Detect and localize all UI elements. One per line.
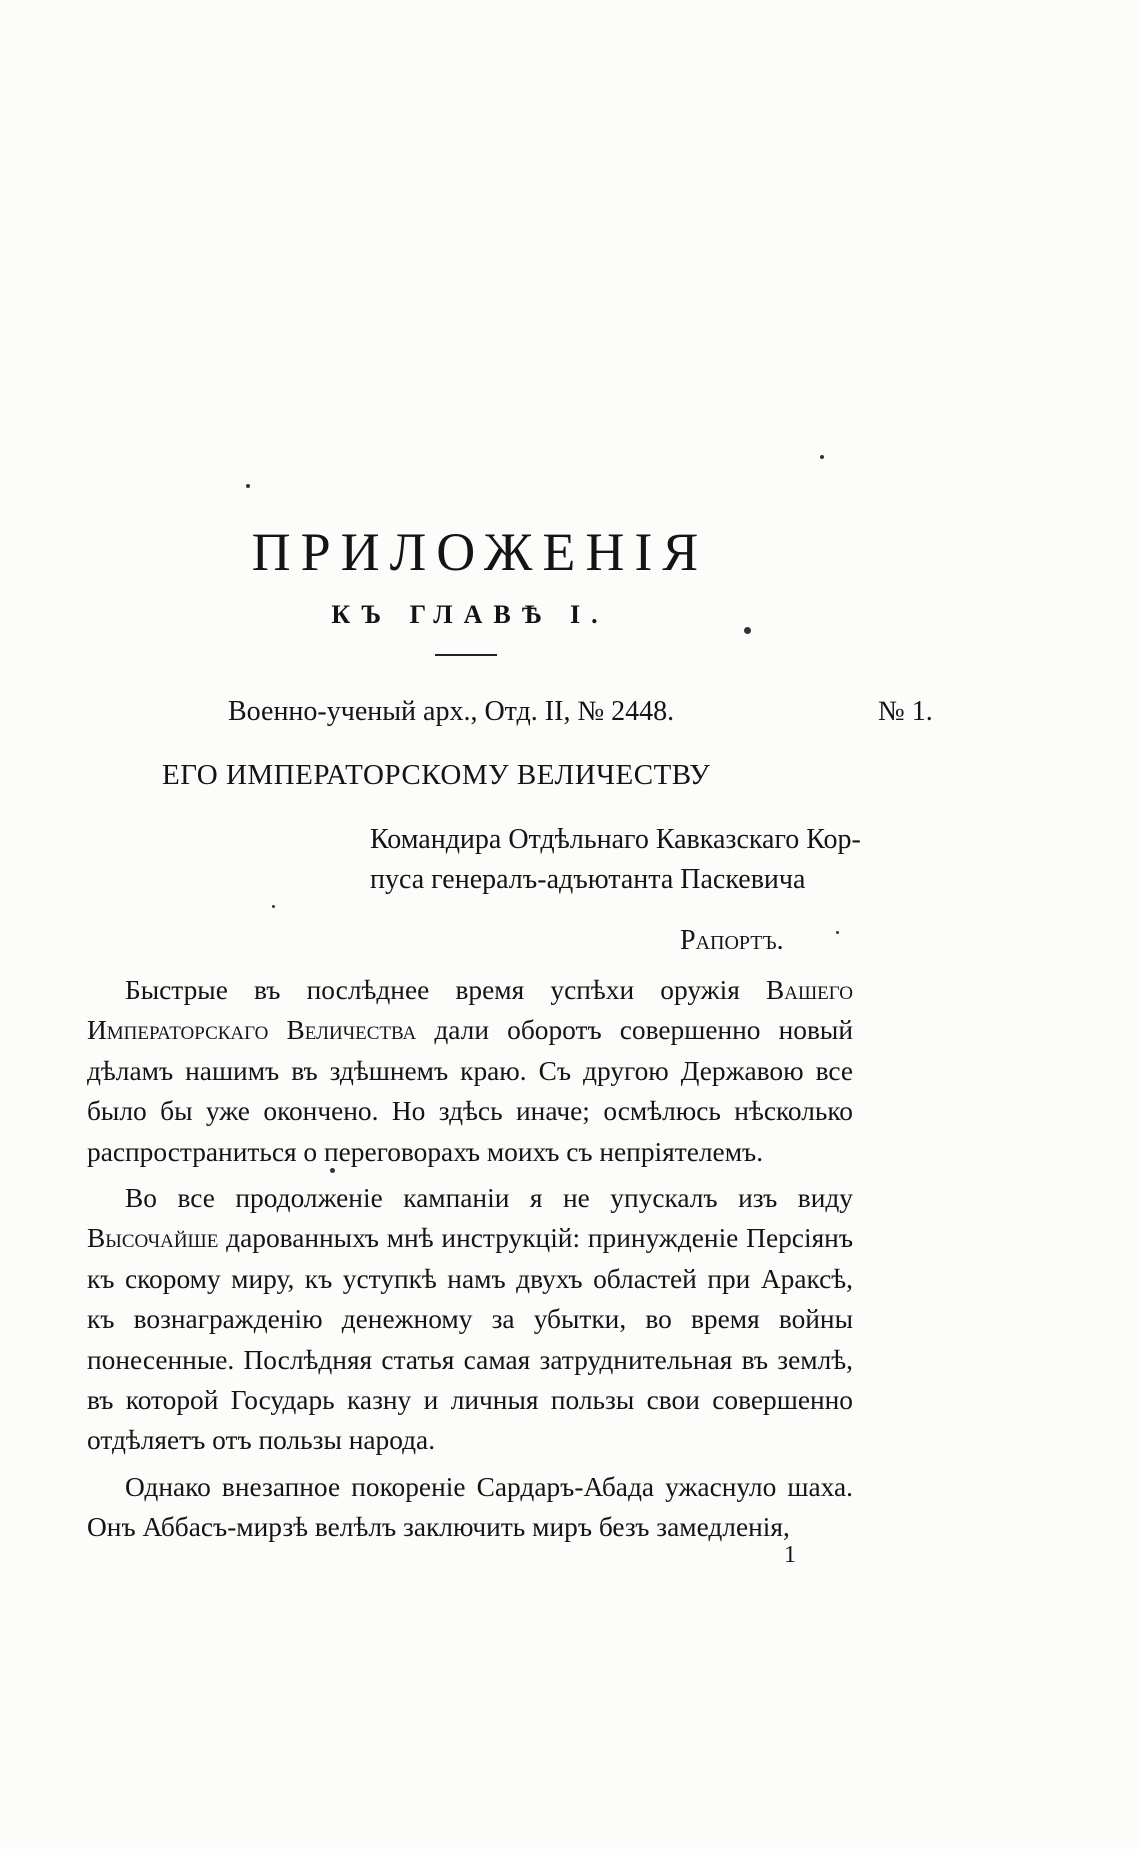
paragraph bbox=[87, 1467, 853, 1548]
chapter-subtitle: КЪ ГЛАВѢ I. bbox=[331, 600, 609, 629]
page-number: 1 bbox=[784, 1542, 796, 1568]
scan-speck bbox=[246, 484, 250, 488]
paragraph-text: дали оборотъ совершенно новый дѣламъ нашимъ въ здѣшнемъ краю. Съ другою Державою все было бы уже окончено. Но здѣсь иначе; осмѣлюсь нѣсколько распространиться о переговорахъ моихъ съ непріятелемъ. bbox=[87, 1015, 853, 1167]
emphasis-text: Вашего Императорскаго Величества bbox=[87, 975, 853, 1046]
paragraph-text: Во все продолженіе кампаніи я не упускалъ изъ виду bbox=[125, 1183, 853, 1214]
scan-speck bbox=[836, 931, 839, 934]
paragraph-text: дарованныхъ мнѣ инструкцій: принужденіе Персіянъ къ скорому миру, къ уступкѣ намъ двухъ областей при Араксѣ, къ вознагражденію денежному за убытки, во время войны понесенные. Послѣдняя статья самая затруднительная въ землѣ, въ которой Государь казну и личныя пользы свои совершенно отдѣляетъ отъ пользы народа. bbox=[87, 1223, 853, 1456]
archive-reference: Военно-ученый арх., Отд. II, № 2448. bbox=[228, 696, 675, 727]
addressee-heading: ЕГО ИМПЕРАТОРСКОМУ ВЕЛИЧЕСТВУ bbox=[162, 759, 711, 791]
scan-speck bbox=[330, 1168, 335, 1173]
scan-speck bbox=[820, 455, 824, 459]
title-divider bbox=[435, 654, 497, 656]
document-number: № 1. bbox=[878, 696, 933, 727]
sender-line: Командира Отдѣльнаго Кавказскаго Кор- bbox=[370, 824, 861, 855]
appendix-title: ПРИЛОЖЕНІЯ bbox=[251, 522, 709, 582]
report-heading: Рапортъ. bbox=[680, 925, 784, 956]
sender-line: пуса генералъ-адъютанта Паскевича bbox=[370, 864, 806, 895]
paragraph bbox=[87, 1178, 853, 1461]
emphasis-text: Высочайше bbox=[87, 1223, 219, 1254]
scan-speck bbox=[272, 905, 275, 908]
report-body bbox=[87, 970, 853, 1548]
scan-speck bbox=[744, 627, 751, 634]
paragraph-text: Однако внезапное покореніе Сардаръ-Абада ужаснуло шаха. Онъ Аббасъ-мирзѣ велѣлъ заключить миръ безъ замедленія, bbox=[87, 1471, 853, 1543]
paragraph bbox=[87, 970, 853, 1172]
sender-block bbox=[370, 820, 870, 900]
paragraph-text: Быстрые въ послѣднее время успѣхи оружія bbox=[125, 975, 766, 1005]
